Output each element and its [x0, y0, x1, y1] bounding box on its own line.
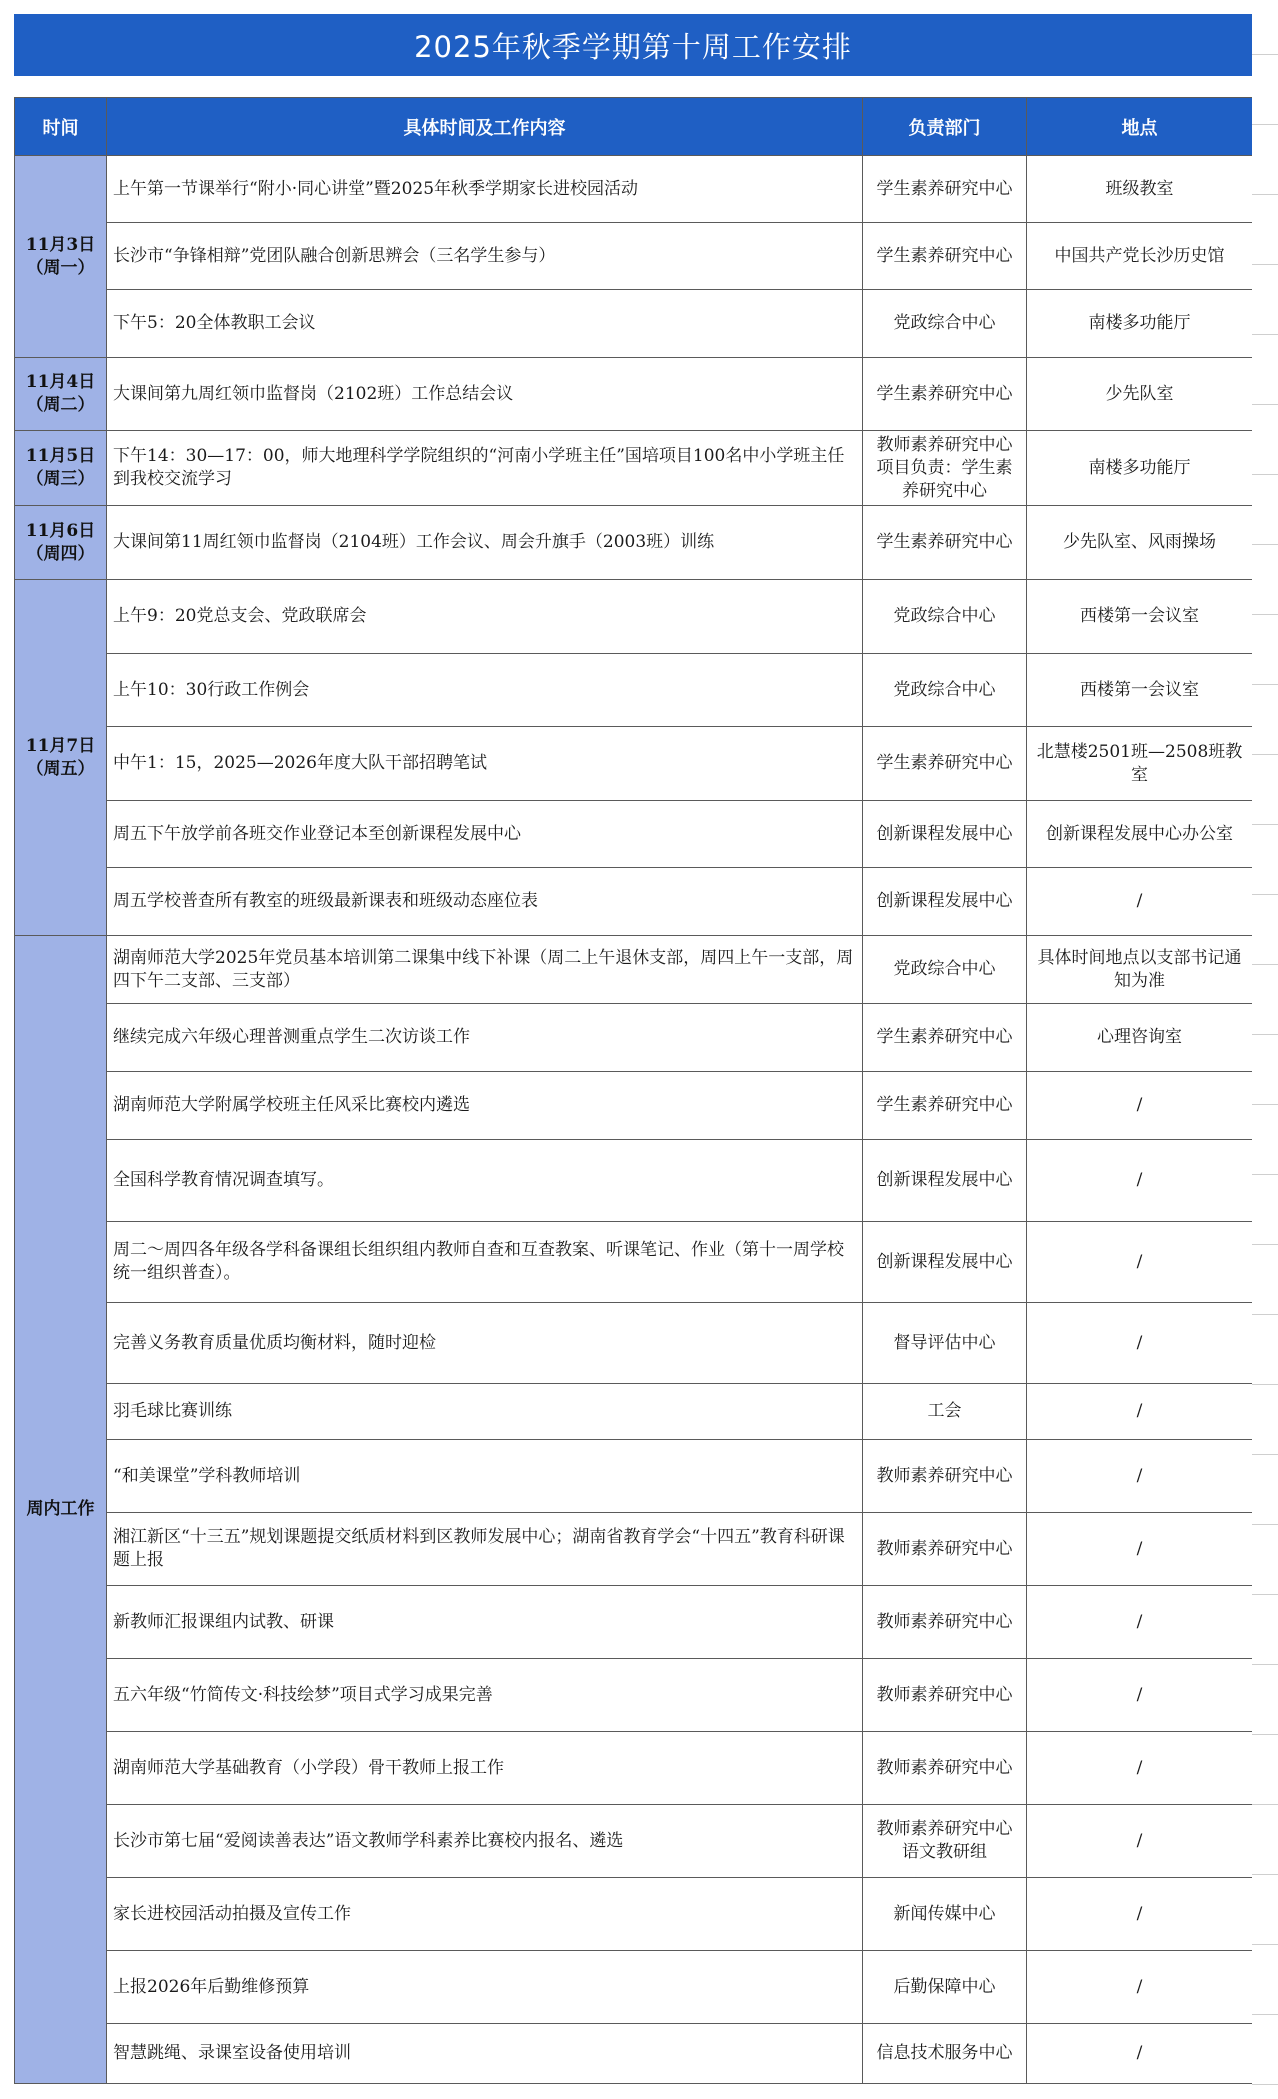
date-cell: 11月3日 （周一）: [15, 156, 107, 358]
dept-cell: 党政综合中心: [863, 580, 1027, 654]
header-place: 地点: [1027, 98, 1253, 156]
edge-tick: [1252, 964, 1278, 965]
place-cell: /: [1027, 1140, 1253, 1222]
table-row: [15, 1513, 1253, 1586]
title-gap: [14, 76, 1252, 97]
page-title: 2025年秋季学期第十周工作安排: [14, 14, 1252, 76]
dept-cell: 新闻传媒中心: [863, 1878, 1027, 1951]
dept-cell: 党政综合中心: [863, 936, 1027, 1004]
place-cell: /: [1027, 1303, 1253, 1384]
edge-tick: [1252, 474, 1278, 475]
table-row: [15, 1586, 1253, 1659]
content-cell: 下午5：20全体教职工会议: [107, 290, 863, 358]
header-content: 具体时间及工作内容: [107, 98, 863, 156]
table-row: [15, 1222, 1253, 1303]
table-row: [15, 1440, 1253, 1513]
table-row: [15, 1951, 1253, 2024]
date-cell: 11月7日 （周五）: [15, 580, 107, 936]
content-cell: 湘江新区“十三五”规划课题提交纸质材料到区教师发展中心；湖南省教育学会“十四五”教育科研课题上报: [107, 1513, 863, 1586]
edge-tick: [1252, 264, 1278, 265]
dept-cell: 党政综合中心: [863, 290, 1027, 358]
content-cell: 湖南师范大学基础教育（小学段）骨干教师上报工作: [107, 1732, 863, 1805]
table-row: [15, 727, 1253, 801]
place-cell: /: [1027, 2024, 1253, 2084]
content-cell: 周二～周四各年级各学科备课组长组织组内教师自查和互查教案、听课笔记、作业（第十一周学校统一组织普查）。: [107, 1222, 863, 1303]
place-cell: /: [1027, 1384, 1253, 1440]
place-cell: 少先队室: [1027, 358, 1253, 431]
edge-tick: [1252, 1384, 1278, 1385]
header-row: [15, 98, 1253, 156]
date-cell: 11月5日 （周三）: [15, 431, 107, 506]
place-cell: 中国共产党长沙历史馆: [1027, 223, 1253, 290]
content-cell: 智慧跳绳、录课室设备使用培训: [107, 2024, 863, 2084]
place-cell: /: [1027, 1732, 1253, 1805]
dept-cell: 教师素养研究中心项目负责：学生素养研究中心: [863, 431, 1027, 506]
edge-tick: [1252, 1314, 1278, 1315]
edge-tick: [1252, 1944, 1278, 1945]
edge-tick: [1252, 334, 1278, 335]
edge-tick: [1252, 194, 1278, 195]
content-cell: 中午1：15，2025—2026年度大队干部招聘笔试: [107, 727, 863, 801]
content-cell: 周五下午放学前各班交作业登记本至创新课程发展中心: [107, 801, 863, 868]
content-cell: 长沙市“争锋相辩”党团队融合创新思辨会（三名学生参与）: [107, 223, 863, 290]
dept-cell: 教师素养研究中心: [863, 1586, 1027, 1659]
header-time: 时间: [15, 98, 107, 156]
edge-tick: [1252, 1874, 1278, 1875]
schedule-table: [14, 97, 1253, 2084]
edge-tick: [1252, 1524, 1278, 1525]
dept-cell: 学生素养研究中心: [863, 1072, 1027, 1140]
content-cell: 长沙市第七届“爱阅读善表达”语文教师学科素养比赛校内报名、遴选: [107, 1805, 863, 1878]
place-cell: /: [1027, 1072, 1253, 1140]
table-row: [15, 2024, 1253, 2084]
table-row: [15, 1805, 1253, 1878]
table-row: [15, 580, 1253, 654]
edge-tick: [1252, 1734, 1278, 1735]
table-row: [15, 290, 1253, 358]
content-cell: 大课间第九周红领巾监督岗（2102班）工作总结会议: [107, 358, 863, 431]
edge-tick: [1252, 544, 1278, 545]
table-row: [15, 1303, 1253, 1384]
table-row: [15, 156, 1253, 223]
place-cell: 西楼第一会议室: [1027, 580, 1253, 654]
date-cell: 11月4日 （周二）: [15, 358, 107, 431]
place-cell: 南楼多功能厅: [1027, 290, 1253, 358]
table-row: [15, 1732, 1253, 1805]
table-row: [15, 1878, 1253, 1951]
table-row: [15, 1384, 1253, 1440]
dept-cell: 信息技术服务中心: [863, 2024, 1027, 2084]
edge-tick: [1252, 1804, 1278, 1805]
edge-tick: [1252, 754, 1278, 755]
place-cell: /: [1027, 1805, 1253, 1878]
content-cell: 上午10：30行政工作例会: [107, 654, 863, 727]
place-cell: /: [1027, 1222, 1253, 1303]
edge-tick: [1252, 614, 1278, 615]
dept-cell: 工会: [863, 1384, 1027, 1440]
place-cell: 班级教室: [1027, 156, 1253, 223]
content-cell: 湖南师范大学附属学校班主任风采比赛校内遴选: [107, 1072, 863, 1140]
dept-cell: 督导评估中心: [863, 1303, 1027, 1384]
edge-tick: [1252, 824, 1278, 825]
dept-cell: 教师素养研究中心: [863, 1659, 1027, 1732]
content-cell: 全国科学教育情况调查填写。: [107, 1140, 863, 1222]
place-cell: /: [1027, 1586, 1253, 1659]
schedule-sheet: [14, 14, 1252, 2084]
edge-tick: [1252, 2014, 1278, 2015]
right-edge-strip: [1252, 14, 1278, 2099]
table-row: [15, 223, 1253, 290]
place-cell: 北慧楼2501班—2508班教室: [1027, 727, 1253, 801]
edge-tick: [1252, 894, 1278, 895]
content-cell: “和美课堂”学科教师培训: [107, 1440, 863, 1513]
dept-cell: 教师素养研究中心: [863, 1513, 1027, 1586]
place-cell: /: [1027, 868, 1253, 936]
table-row: [15, 654, 1253, 727]
dept-cell: 创新课程发展中心: [863, 1140, 1027, 1222]
place-cell: 南楼多功能厅: [1027, 431, 1253, 506]
content-cell: 家长进校园活动拍摄及宣传工作: [107, 1878, 863, 1951]
edge-tick: [1252, 1174, 1278, 1175]
edge-tick: [1252, 404, 1278, 405]
dept-cell: 教师素养研究中心语文教研组: [863, 1805, 1027, 1878]
edge-tick: [1252, 54, 1278, 55]
place-cell: 西楼第一会议室: [1027, 654, 1253, 727]
dept-cell: 学生素养研究中心: [863, 506, 1027, 580]
dept-cell: 创新课程发展中心: [863, 801, 1027, 868]
dept-cell: 后勤保障中心: [863, 1951, 1027, 2024]
table-row: [15, 1659, 1253, 1732]
date-cell: 11月6日 （周四）: [15, 506, 107, 580]
content-cell: 完善义务教育质量优质均衡材料，随时迎检: [107, 1303, 863, 1384]
dept-cell: 教师素养研究中心: [863, 1732, 1027, 1805]
content-cell: 周五学校普查所有教室的班级最新课表和班级动态座位表: [107, 868, 863, 936]
dept-cell: 学生素养研究中心: [863, 727, 1027, 801]
place-cell: 少先队室、风雨操场: [1027, 506, 1253, 580]
schedule-body: [15, 156, 1253, 2084]
content-cell: 上午第一节课举行“附小·同心讲堂”暨2025年秋季学期家长进校园活动: [107, 156, 863, 223]
dept-cell: 学生素养研究中心: [863, 156, 1027, 223]
dept-cell: 学生素养研究中心: [863, 1004, 1027, 1072]
content-cell: 上午9：20党总支会、党政联席会: [107, 580, 863, 654]
content-cell: 上报2026年后勤维修预算: [107, 1951, 863, 2024]
place-cell: /: [1027, 1440, 1253, 1513]
place-cell: 具体时间地点以支部书记通知为准: [1027, 936, 1253, 1004]
place-cell: /: [1027, 1951, 1253, 2024]
edge-tick: [1252, 684, 1278, 685]
edge-tick: [1252, 1664, 1278, 1665]
content-cell: 新教师汇报课组内试教、研课: [107, 1586, 863, 1659]
table-row: [15, 801, 1253, 868]
table-row: [15, 936, 1253, 1004]
header-dept: 负责部门: [863, 98, 1027, 156]
date-cell: 周内工作: [15, 936, 107, 2084]
edge-tick: [1252, 1594, 1278, 1595]
dept-cell: 学生素养研究中心: [863, 358, 1027, 431]
table-row: [15, 868, 1253, 936]
dept-cell: 党政综合中心: [863, 654, 1027, 727]
table-row: [15, 1004, 1253, 1072]
content-cell: 大课间第11周红领巾监督岗（2104班）工作会议、周会升旗手（2003班）训练: [107, 506, 863, 580]
table-row: [15, 506, 1253, 580]
edge-tick: [1252, 1034, 1278, 1035]
edge-tick: [1252, 124, 1278, 125]
edge-tick: [1252, 1454, 1278, 1455]
edge-tick: [1252, 1104, 1278, 1105]
table-row: [15, 358, 1253, 431]
dept-cell: 创新课程发展中心: [863, 868, 1027, 936]
dept-cell: 教师素养研究中心: [863, 1440, 1027, 1513]
place-cell: 心理咨询室: [1027, 1004, 1253, 1072]
place-cell: /: [1027, 1659, 1253, 1732]
table-row: [15, 1140, 1253, 1222]
place-cell: /: [1027, 1878, 1253, 1951]
dept-cell: 创新课程发展中心: [863, 1222, 1027, 1303]
content-cell: 湖南师范大学2025年党员基本培训第二课集中线下补课（周二上午退休支部，周四上午一支部，周四下午二支部、三支部）: [107, 936, 863, 1004]
edge-tick: [1252, 2084, 1278, 2085]
place-cell: 创新课程发展中心办公室: [1027, 801, 1253, 868]
content-cell: 五六年级“竹简传文·科技绘梦”项目式学习成果完善: [107, 1659, 863, 1732]
content-cell: 下午14：30—17：00，师大地理科学学院组织的“河南小学班主任”国培项目100名中小学班主任到我校交流学习: [107, 431, 863, 506]
table-row: [15, 431, 1253, 506]
place-cell: /: [1027, 1513, 1253, 1586]
edge-tick: [1252, 1244, 1278, 1245]
dept-cell: 学生素养研究中心: [863, 223, 1027, 290]
content-cell: 继续完成六年级心理普测重点学生二次访谈工作: [107, 1004, 863, 1072]
table-row: [15, 1072, 1253, 1140]
content-cell: 羽毛球比赛训练: [107, 1384, 863, 1440]
